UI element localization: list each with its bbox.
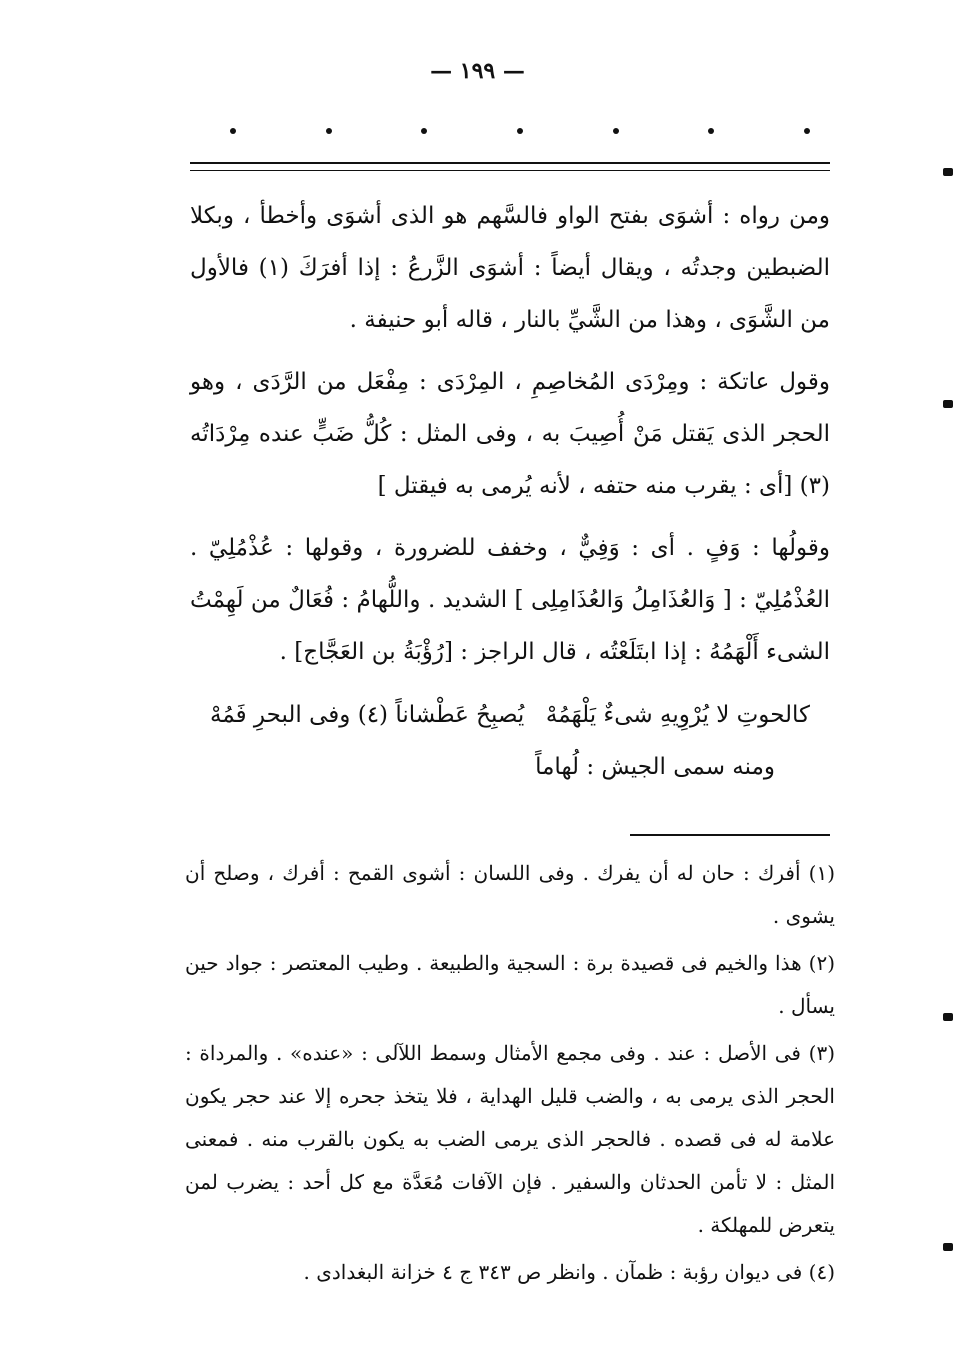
verse-tail: ومنه سمى الجيش : لُهاماً — [535, 754, 775, 780]
footnote: (١) أفرك : حان له أن يفرك . وفى اللسان : أشوى القمح : أفرك ، وصلح أن يشوى . — [185, 861, 835, 928]
paragraph: ومن رواه : أشوَى بفتح الواو فالسَّهم هو الذى أشوَى وأخطأ ، وبكلا الضبطين وجدتُه ، ويقال أيضاً : أشوَى الزَّرعُ : إذا أفرَكَ (١) فالأول من الشَّوَى ، وهذا من الشَّيِّ بالنار ، قاله أبو حنيفة . — [190, 203, 831, 333]
verse-block — [190, 690, 830, 804]
ornament-dot — [230, 128, 236, 134]
verse-hemistich-right: كالحوتِ لا يُرْوِيهِ شىءٌ يَلْهَمُهْ — [545, 702, 810, 728]
margin-mark — [943, 1243, 953, 1251]
margin-mark — [943, 1013, 953, 1021]
ornament-dot — [804, 128, 810, 134]
ornament-dot — [708, 128, 714, 134]
footnotes — [185, 852, 835, 1298]
ornament-dot — [517, 128, 523, 134]
footnote-rule — [630, 834, 830, 836]
footnote: (٣) فى الأصل : عند . وفى مجمع الأمثال وسمط اللآلى : «عنده» . والمرداة : الحجر الذى يرمى به ، والضب قليل الهداية ، فلا يتخذ جحره إلا عند حجر يكون علامة له فى قصده . فالحجر الذى يرمى الضب به يكون بالقرب منه . فمعنى المثل : لا تأمن الحدثان والسفير . فإن الآفات مُعَدَّة مع كل أحد : يضرب لمن يتعرض للمهلكة . — [185, 1041, 835, 1237]
footnote: (٢) هذا والخيم فى قصيدة برة : السجية والطبيعة . وطيب المعتصر : جواد حين يسأل . — [185, 951, 835, 1018]
header-rule-thin — [190, 170, 830, 171]
main-text — [190, 190, 830, 688]
paragraph: وقول عاتكة : ومِرْدَى المُخاصِمِ ، المِرْدَى : مِفْعَل من الرَّدَى ، وهو الحجر الذى يَقتل مَنْ أُصِيبَ به ، وفى المثل : كُلُّ ضَبٍّ عنده مِرْدَاتُه (٣) [أى : يقرب منه حتفه ، لأنه يُرمى به فيقتل ] — [190, 369, 830, 499]
page-number: — ١٩٩ — — [430, 58, 525, 84]
header-rule — [190, 162, 830, 164]
ornament-dots — [230, 128, 810, 134]
ornament-dot — [421, 128, 427, 134]
margin-mark — [943, 168, 953, 176]
verse-line — [190, 690, 830, 740]
footnote: (٤) فى ديوان رؤبة : ظمآن . وانظر ص ٣٤٣ ج ٤ خزانة البغدادى . — [303, 1260, 835, 1284]
verse-hemistich-left: يُصبِحُ عَطْشاناً (٤) وفى البحرِ فَمُهْ — [210, 702, 525, 728]
paragraph: وقولُها : وَفٍ . أى : وَفِيٌّ ، وخفف للضرورة ، وقولها : عُذْمُلِيّ . العُذْمُلِيّ : [ وَالعُذَامِلُ وَالعُذَامِلِى ] الشديد . واللُّهامُ : فُعَالٌ من لَهِمْتُ الشىء أَلْهَمُهُ : إذا ابتَلَعْتُه ، قال الراجز : [رُؤْبَةُ بن العَجَّاج] . — [190, 535, 830, 665]
ornament-dot — [613, 128, 619, 134]
ornament-dot — [326, 128, 332, 134]
margin-mark — [943, 400, 953, 408]
